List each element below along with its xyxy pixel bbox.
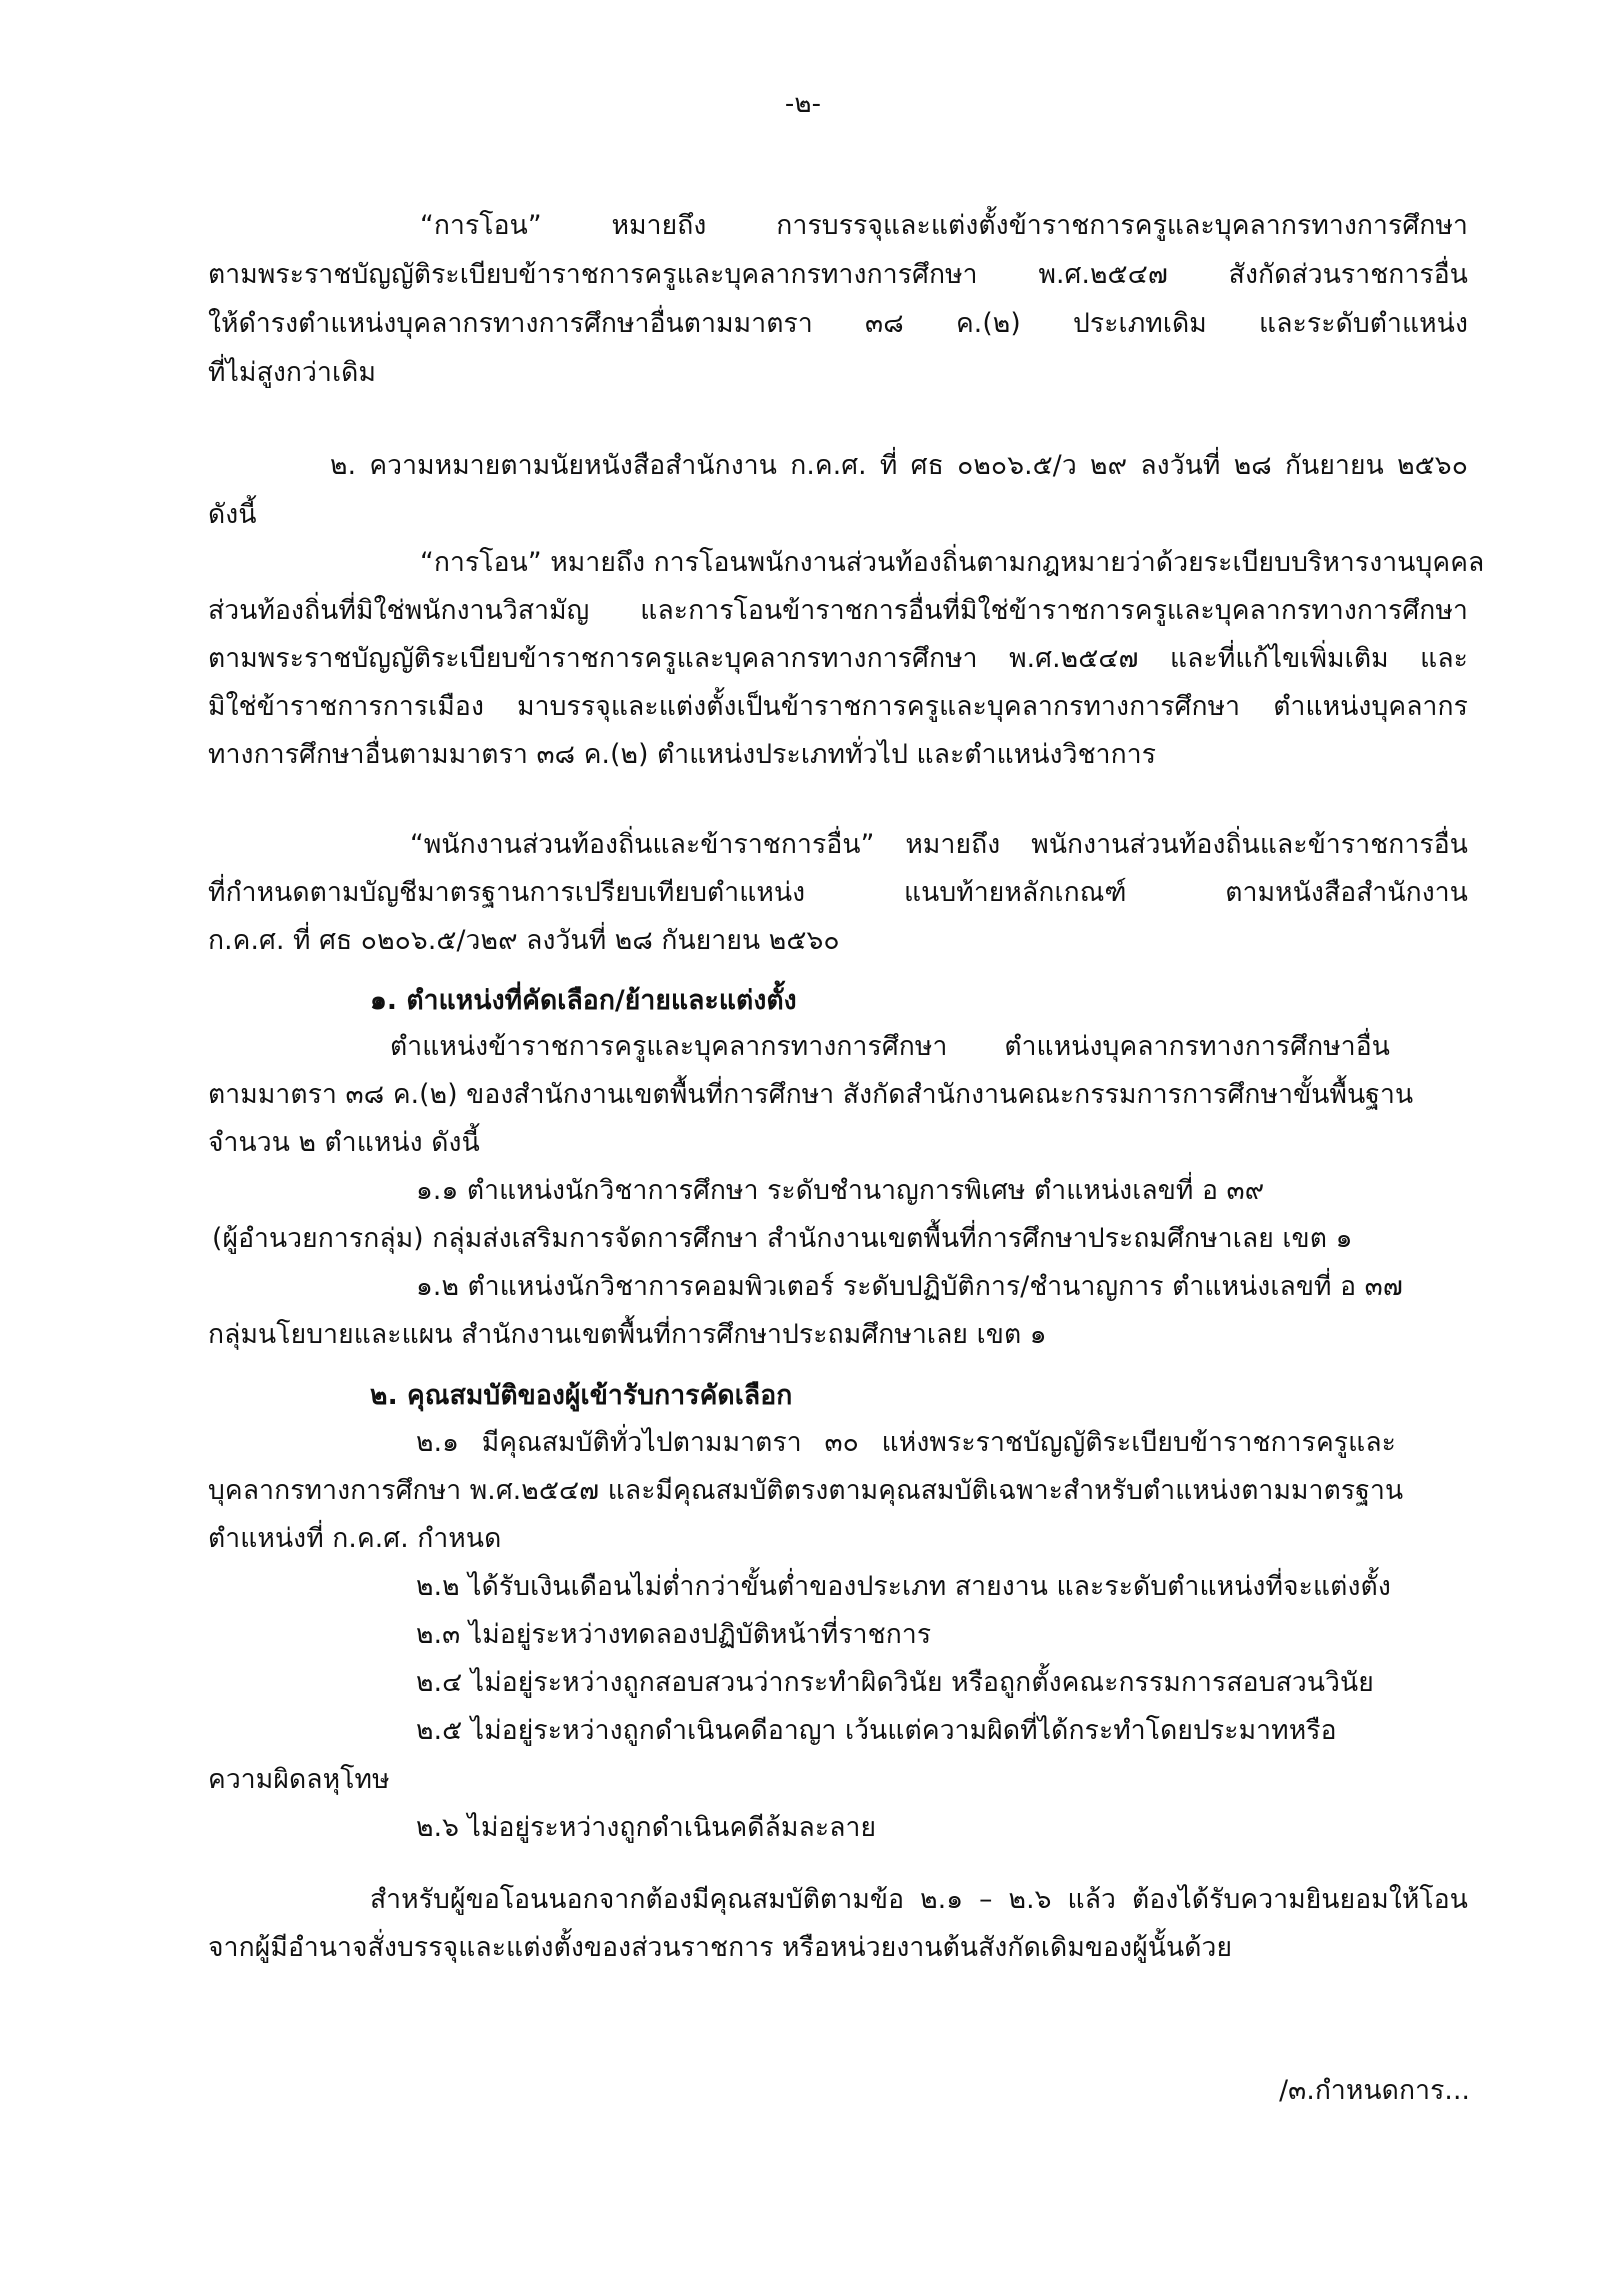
paragraph-line: จำนวน ๒ ตำแหน่ง ดังนี้ [208,1127,480,1158]
section-heading: ๑. ตำแหน่งที่คัดเลือก/ย้ายและแต่งตั้ง [370,985,797,1016]
list-item: ๒.๕ ไม่อยู่ระหว่างถูกดำเนินคดีอาญา เว้นแต่ความผิดที่ได้กระทำโดยประมาทหรือ [416,1715,1337,1746]
paragraph-line: ส่วนท้องถิ่นที่มิใช่พนักงานวิสามัญ และการโอนข้าราชการอื่นที่มิใช่ข้าราชการครูและบุคลากรทางการศึกษา [208,595,1468,626]
list-item: ๒.๒ ได้รับเงินเดือนไม่ต่ำกว่าขั้นต่ำของประเภท สายงาน และระดับตำแหน่งที่จะแต่งตั้ง [416,1571,1391,1602]
list-item: ความผิดลหุโทษ [208,1764,390,1795]
paragraph-line: สำหรับผู้ขอโอนนอกจากต้องมีคุณสมบัติตามข้อ ๒.๑ – ๒.๖ แล้ว ต้องได้รับความยินยอมให้โอน [370,1884,1468,1915]
list-item: ๑.๒ ตำแหน่งนักวิชาการคอมพิวเตอร์ ระดับปฏิบัติการ/ชำนาญการ ตำแหน่งเลขที่ อ ๓๗ [416,1271,1403,1302]
list-item: ๑.๑ ตำแหน่งนักวิชาการศึกษา ระดับชำนาญการพิเศษ ตำแหน่งเลขที่ อ ๓๙ [416,1175,1265,1206]
paragraph-line: “การโอน” หมายถึง การโอนพนักงานส่วนท้องถิ่นตามกฎหมายว่าด้วยระเบียบบริหารงานบุคคล [420,547,1485,578]
paragraph-line: ตำแหน่งข้าราชการครูและบุคลากรทางการศึกษา ตำแหน่งบุคลากรทางการศึกษาอื่น [390,1031,1390,1062]
list-item: (ผู้อำนวยการกลุ่ม) กลุ่มส่งเสริมการจัดการศึกษา สำนักงานเขตพื้นที่การศึกษาประถมศึกษาเลย เขต ๑ [212,1223,1353,1254]
paragraph-line: จากผู้มีอำนาจสั่งบรรจุและแต่งตั้งของส่วนราชการ หรือหน่วยงานต้นสังกัดเดิมของผู้นั้นด้วย [208,1932,1233,1963]
list-item: ๒.๔ ไม่อยู่ระหว่างถูกสอบสวนว่ากระทำผิดวินัย หรือถูกตั้งคณะกรรมการสอบสวนวินัย [416,1667,1374,1698]
paragraph-line: มิใช่ข้าราชการการเมือง มาบรรจุและแต่งตั้งเป็นข้าราชการครูและบุคลากรทางการศึกษา ตำแหน่งบุคลากร [208,691,1468,722]
paragraph-line: ตามมาตรา ๓๘ ค.(๒) ของสำนักงานเขตพื้นที่การศึกษา สังกัดสำนักงานคณะกรรมการการศึกษาขั้นพื้นฐาน [208,1079,1414,1110]
paragraph-line: ตามพระราชบัญญัติระเบียบข้าราชการครูและบุคลากรทางการศึกษา พ.ศ.๒๕๔๗ และที่แก้ไขเพิ่มเติม และ [208,643,1468,674]
paragraph-line: ให้ดำรงตำแหน่งบุคลากรทางการศึกษาอื่นตามมาตรา ๓๘ ค.(๒) ประเภทเดิม และระดับตำแหน่ง [208,308,1468,339]
paragraph-line: ตามพระราชบัญญัติระเบียบข้าราชการครูและบุคลากรทางการศึกษา พ.ศ.๒๕๔๗ สังกัดส่วนราชการอื่น [208,259,1468,290]
paragraph-line: ก.ค.ศ. ที่ ศธ ๐๒๐๖.๕/ว๒๙ ลงวันที่ ๒๘ กันยายน ๒๕๖๐ [208,925,840,956]
paragraph-line: ๒. ความหมายตามนัยหนังสือสำนักงาน ก.ค.ศ. ที่ ศธ ๐๒๐๖.๕/ว ๒๙ ลงวันที่ ๒๘ กันยายน ๒๕๖๐ [330,450,1468,481]
list-item: บุคลากรทางการศึกษา พ.ศ.๒๕๔๗ และมีคุณสมบัติตรงตามคุณสมบัติเฉพาะสำหรับตำแหน่งตามมาตรฐาน [208,1475,1404,1506]
continuation-note: /๓.กำหนดการ... [1279,2075,1470,2106]
list-item: ๒.๖ ไม่อยู่ระหว่างถูกดำเนินคดีล้มละลาย [416,1812,877,1843]
list-item: ๒.๑ มีคุณสมบัติทั่วไปตามมาตรา ๓๐ แห่งพระราชบัญญัติระเบียบข้าราชการครูและ [416,1427,1396,1458]
list-item: ๒.๓ ไม่อยู่ระหว่างทดลองปฏิบัติหน้าที่ราชการ [416,1619,932,1650]
paragraph-line: ดังนี้ [208,499,257,530]
paragraph-line: ทางการศึกษาอื่นตามมาตรา ๓๘ ค.(๒) ตำแหน่งประเภททั่วไป และตำแหน่งวิชาการ [208,739,1157,770]
list-item: กลุ่มนโยบายและแผน สำนักงานเขตพื้นที่การศึกษาประถมศึกษาเลย เขต ๑ [208,1319,1047,1350]
paragraph-line: “การโอน” หมายถึง การบรรจุและแต่งตั้งข้าราชการครูและบุคลากรทางการศึกษา [420,210,1468,241]
list-item: ตำแหน่งที่ ก.ค.ศ. กำหนด [208,1523,502,1554]
paragraph-line: “พนักงานส่วนท้องถิ่นและข้าราชการอื่น” หมายถึง พนักงานส่วนท้องถิ่นและข้าราชการอื่น [410,829,1468,860]
page-number: -๒- [784,89,822,119]
section-heading: ๒. คุณสมบัติของผู้เข้ารับการคัดเลือก [370,1380,793,1411]
paragraph-line: ที่ไม่สูงกว่าเดิม [208,357,377,388]
paragraph-line: ที่กำหนดตามบัญชีมาตรฐานการเปรียบเทียบตำแหน่ง แนบท้ายหลักเกณฑ์ ตามหนังสือสำนักงาน [208,877,1468,908]
